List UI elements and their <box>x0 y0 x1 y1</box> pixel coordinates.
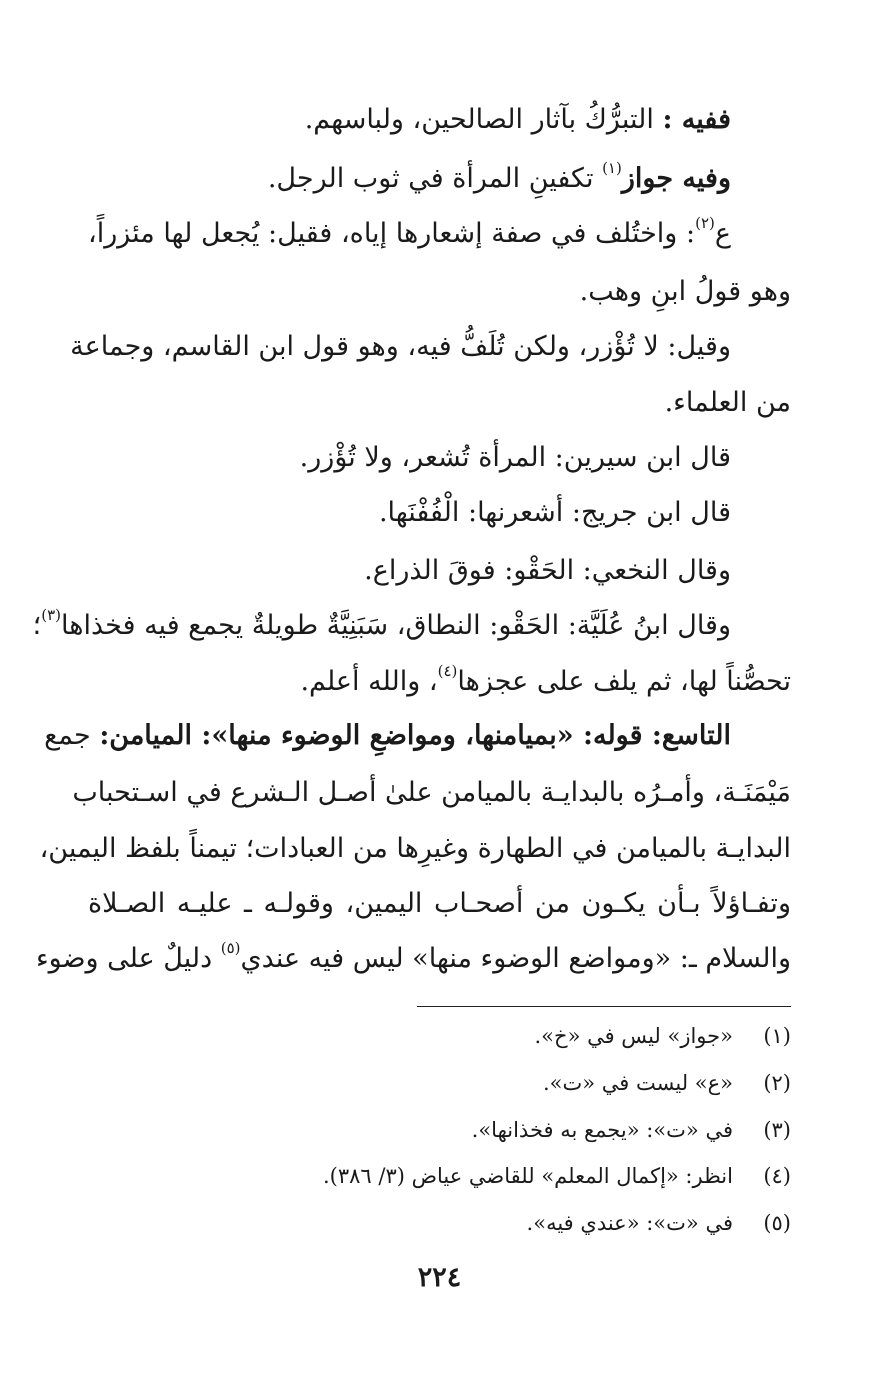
body-line-3 <box>88 214 731 254</box>
body-line-6: من العلماء. <box>664 387 791 418</box>
footnote-ref-3[interactable]: (٣) <box>41 606 62 624</box>
section-heading: التاسع: قوله: «بميامنها، ومواضعِ الوضوء منها»: الميامن: <box>99 720 731 751</box>
line-end: دليلٌ على وضوء <box>35 943 221 974</box>
line-text: : واختُلف في صفة إشعارها إياه، فقيل: يُجعل لها مئزراً، <box>88 218 696 249</box>
body-line-10 <box>32 606 731 646</box>
footnote-4 <box>323 1161 791 1191</box>
body-line-1 <box>305 100 731 140</box>
lead-word: ففيه : <box>662 104 731 135</box>
line-text: تكفينِ المرأة في ثوب الرجل. <box>267 163 603 194</box>
line-text: تحصُّناً لها، ثم يلف على عجزها <box>457 666 791 697</box>
footnote-1 <box>534 1021 791 1051</box>
footnote-separator <box>417 1006 791 1007</box>
body-line-15: وتفـاؤلاً بـأن يكـون من أصحـاب اليمين، وقولـه ـ عليـه الصـلاة <box>88 888 791 919</box>
line-text: والسلام ـ: «ومواضع الوضوء منها» ليس فيه عندي <box>240 943 791 974</box>
body-line-12 <box>44 716 731 756</box>
line-end: ، والله أعلم. <box>300 666 438 697</box>
body-line-14: البدايـة بالميامن في الطهارة وغيرِها من العبادات؛ تيمناً بلفظ اليمين، <box>39 833 791 864</box>
footnote-2 <box>543 1068 791 1098</box>
footnote-text: انظر: «إكمال المعلم» للقاضي عياض (٣/ ٣٨٦). <box>322 1164 733 1188</box>
body-line-13: مَيْمَنَـة، وأمـرُه بالبدايـة بالميامن علىٰ أصـل الـشرع في اسـتحباب <box>72 777 791 808</box>
footnote-3 <box>472 1115 791 1145</box>
footnote-ref-2[interactable]: (٢) <box>695 214 715 232</box>
footnote-ref-1[interactable]: (١) <box>602 159 622 177</box>
page-number: ٢٢٤ <box>417 1262 462 1293</box>
line-lead: ع <box>714 218 731 249</box>
footnote-ref-5[interactable]: (٥) <box>220 939 241 957</box>
footnote-number: (٥) <box>763 1211 791 1235</box>
footnote-number: (٤) <box>763 1164 791 1188</box>
body-line-4: وهو قولُ ابنِ وهب. <box>579 276 791 307</box>
footnote-number: (١) <box>763 1024 791 1048</box>
line-text: التبرُّكُ بآثار الصالحين، ولباسهم. <box>304 104 663 135</box>
body-line-9: وقال النخعي: الحَقْو: فوقَ الذراع. <box>364 555 731 586</box>
body-line-7: قال ابن سيرين: المرأة تُشعر، ولا تُؤْزر. <box>299 442 731 473</box>
body-line-5: وقيل: لا تُؤْزر، ولكن تُلَفُّ فيه، وهو قول ابن القاسم، وجماعة <box>70 331 731 362</box>
footnote-ref-4[interactable]: (٤) <box>437 662 458 680</box>
footnote-number: (٣) <box>763 1118 791 1142</box>
footnote-text: «جواز» ليس في «خ». <box>534 1024 733 1048</box>
footnote-text: في «ت»: «عندي فيه». <box>526 1211 733 1235</box>
body-line-8: قال ابن جريج: أشعرنها: الْفُفْنَها. <box>378 497 731 528</box>
body-line-11 <box>300 662 791 702</box>
footnote-text: في «ت»: «يجمع به فخذانها». <box>471 1118 733 1142</box>
line-end: ؛ <box>32 610 42 641</box>
footnote-5 <box>527 1208 791 1238</box>
line-text: جمع <box>44 720 100 751</box>
lead-word: وفيه جواز <box>621 163 731 194</box>
line-text: وقال ابنُ عُلَيَّة: الحَقْو: النطاق، سَبَنِيَّةٌ طويلةٌ يجمع فيه فخذاها <box>61 610 731 641</box>
footnote-number: (٢) <box>763 1071 791 1095</box>
body-line-2 <box>268 159 731 199</box>
footnote-text: «ع» ليست في «ت». <box>542 1071 733 1095</box>
body-line-16 <box>35 939 791 979</box>
